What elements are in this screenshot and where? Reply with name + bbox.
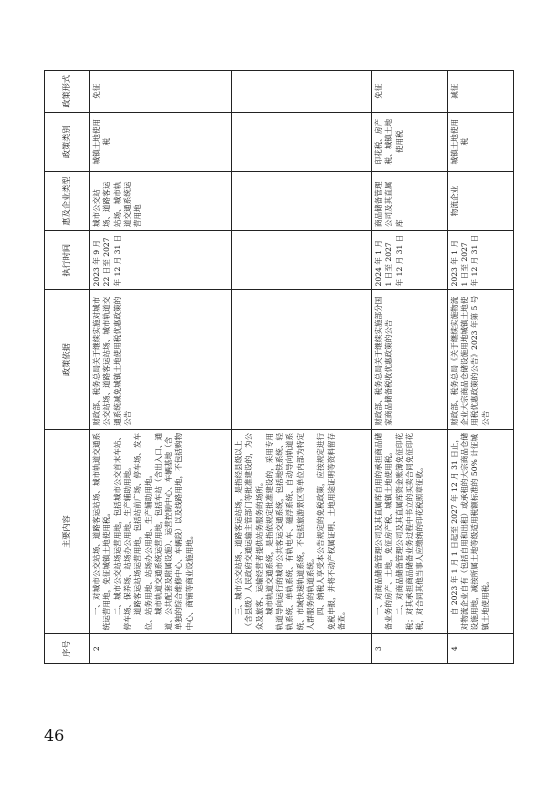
row-seq: 4 — [447, 634, 513, 664]
content-paragraph: 三、城市公交站场、道路客运站场，是指经县级以上（含县级）人民政府交通运输主管部门等批准建设的，为公众及旅客、运输经营者提供站务服务的场所。 — [233, 432, 264, 631]
content-paragraph: 一、对城市公交站场、道路客运站场、城市轨道交通系统运营用地，免征城镇土地使用税。 — [91, 432, 112, 631]
table-row — [89, 71, 231, 664]
row-category: 城镇土地使用税 — [89, 112, 231, 171]
content-paragraph: 城市轨道交通系统，是指依规定批准建设的，采用专用轨道导向运行的城市公共客运交通系统，包括地铁系统、轻轨系统、单轨系统、有轨电车、磁浮系统、自动导向轨道系统、市域快速轨道系统，不包括旅游景区等单位内部为特定人群服务的轨道系统。 — [264, 432, 316, 631]
header-basis: 政策依据 — [45, 290, 90, 429]
row-period — [231, 231, 371, 290]
row-category: 城镇土地使用税 — [447, 112, 513, 171]
table-row — [231, 71, 371, 664]
table-row — [447, 71, 513, 664]
content-paragraph: 自 2023 年 1 月 1 日起至 2027 年 12 月 31 日止，对物流企业自有（包括自用和出租）或承租的大宗商品仓储设施用地，减按所属土地等级适用税额标准的 50% 计征城镇土地使用税。 — [449, 432, 490, 631]
row-subject: 城市公交站场、道路客运站场、城市轨道交通系统运营用地 — [89, 171, 231, 230]
row-basis — [231, 290, 371, 429]
row-form: 免征 — [372, 71, 448, 113]
row-basis: 财政部、税务总局关于继续实施对城市公交站场、道路客运站场、城市轨道交通系统减免城镇土地使用税优惠政策的公告 — [89, 290, 231, 429]
row-basis: 财政部、税务总局《关于继续实施物流企业大宗商品仓储设施用地城镇土地使用税优惠政策的公告》2023 年第 5 号公告 — [447, 290, 513, 429]
row-form: 免征 — [89, 71, 231, 113]
row-period: 2023 年 1 月 1 日至 2027 年 12 月 31 日 — [447, 231, 513, 290]
row-category: 印花税、房产税、城镇土地使用税 — [372, 112, 448, 171]
table-row — [372, 71, 448, 664]
row-subject: 商品储备管理公司及其直属库 — [372, 171, 448, 230]
content-paragraph: 道路客运站场运营用地，包括站前广场、停车场、发车位、站务用地、站场办公用地、生产辅助用地。 — [133, 432, 153, 631]
row-seq: 3 — [372, 634, 448, 664]
row-category — [231, 112, 371, 171]
header-period: 执行时间 — [45, 231, 90, 290]
row-content — [231, 429, 371, 634]
header-content: 主要内容 — [45, 429, 90, 634]
header-category: 政策类别 — [45, 112, 90, 171]
row-period: 2024 年 1 月 1 日至 2027 年 12 月 31 日 — [372, 231, 448, 290]
row-content — [447, 429, 513, 634]
row-content — [89, 429, 231, 634]
content-paragraph: 二、城市公交站场运营用地，包括城市公交首末车站、停车场、保养场、站场办公用地、生产辅助用地。 — [112, 432, 132, 631]
content-paragraph: 二、对商品储备管理公司及其直属库资金账簿免征印花税；对其承担商品储备业务过程中书立的买卖合同免征印花税，对合同其他当事人应缴纳的印花税照章征收。 — [394, 432, 425, 631]
content-paragraph: 一、对商品储备管理公司及其直属库自用的承担商品储备业务的房产、土地，免征房产税、城镇土地使用税。 — [374, 432, 394, 631]
row-basis: 财政部、税务总局关于继续实施部分国家商品储备税收优惠政策的公告 — [372, 290, 448, 429]
header-subject: 惠及企业类型 — [45, 171, 90, 230]
row-seq: 2 — [89, 634, 371, 664]
tax-policy-table — [44, 70, 514, 664]
content-paragraph: 四、纳税人享受本公告规定的免税政策，应按规定进行免税申报，并将不动产权属证明、土地用途证明等资料留存备查。 — [316, 432, 347, 631]
row-form: 减征 — [447, 71, 513, 113]
content-paragraph: 城市轨道交通系统运营用地，包括车站（含出入口、通道、公共配套及附属设施）、运营控制中心、车辆基地（含单独的综合维修中心、车辆段）以及线路用地，不包括购物中心、商铺等商业设施用地。 — [153, 432, 194, 631]
rotated-table-container — [44, 70, 514, 664]
row-content — [372, 429, 448, 634]
row-period: 2023 年 9 月 22 日至 2027 年 12 月 31 日 — [89, 231, 231, 290]
row-form — [231, 71, 371, 113]
page-number: 46 — [44, 726, 65, 745]
header-seq: 序号 — [45, 634, 90, 664]
header-form: 政策形式 — [45, 71, 90, 113]
row-subject: 物流企业 — [447, 171, 513, 230]
row-subject — [231, 171, 371, 230]
table-header-row — [45, 71, 90, 664]
